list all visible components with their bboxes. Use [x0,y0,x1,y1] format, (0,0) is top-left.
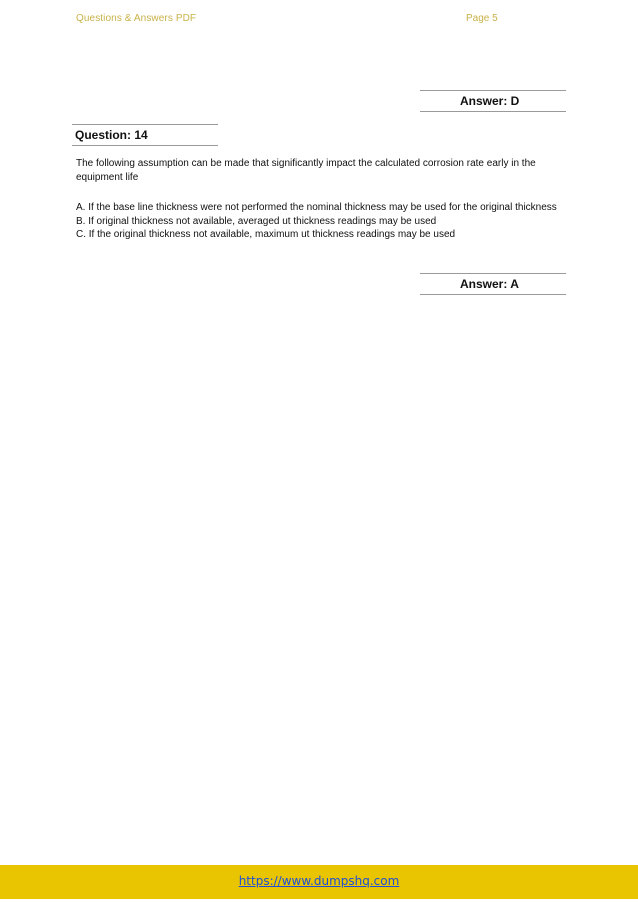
footer-link[interactable]: https://www.dumpshq.com [238,874,400,888]
option-c: C. If the original thickness not available, maximum ut thickness readings may be used [76,229,456,240]
answer-label: Answer: A [460,277,519,291]
option-a: A. If the base line thickness were not performed the nominal thickness may be used for the original thickness [76,202,557,213]
previous-answer-label: Answer: D [460,94,520,108]
question-title: Question: 14 [75,128,148,142]
footer-bar [0,865,638,899]
option-b: B. If original thickness not available, averaged ut thickness readings may be used [76,215,437,227]
previous-answer-box [420,90,566,112]
answer-options [76,201,566,242]
question-header-box [72,124,218,146]
header-title: Questions & Answers PDF [76,13,197,24]
page-number: Page 5 [466,13,498,24]
question-text: The following assumption can be made that significantly impact the calculated corrosion rate early in the equipment life [76,158,536,183]
answer-box [420,273,566,295]
